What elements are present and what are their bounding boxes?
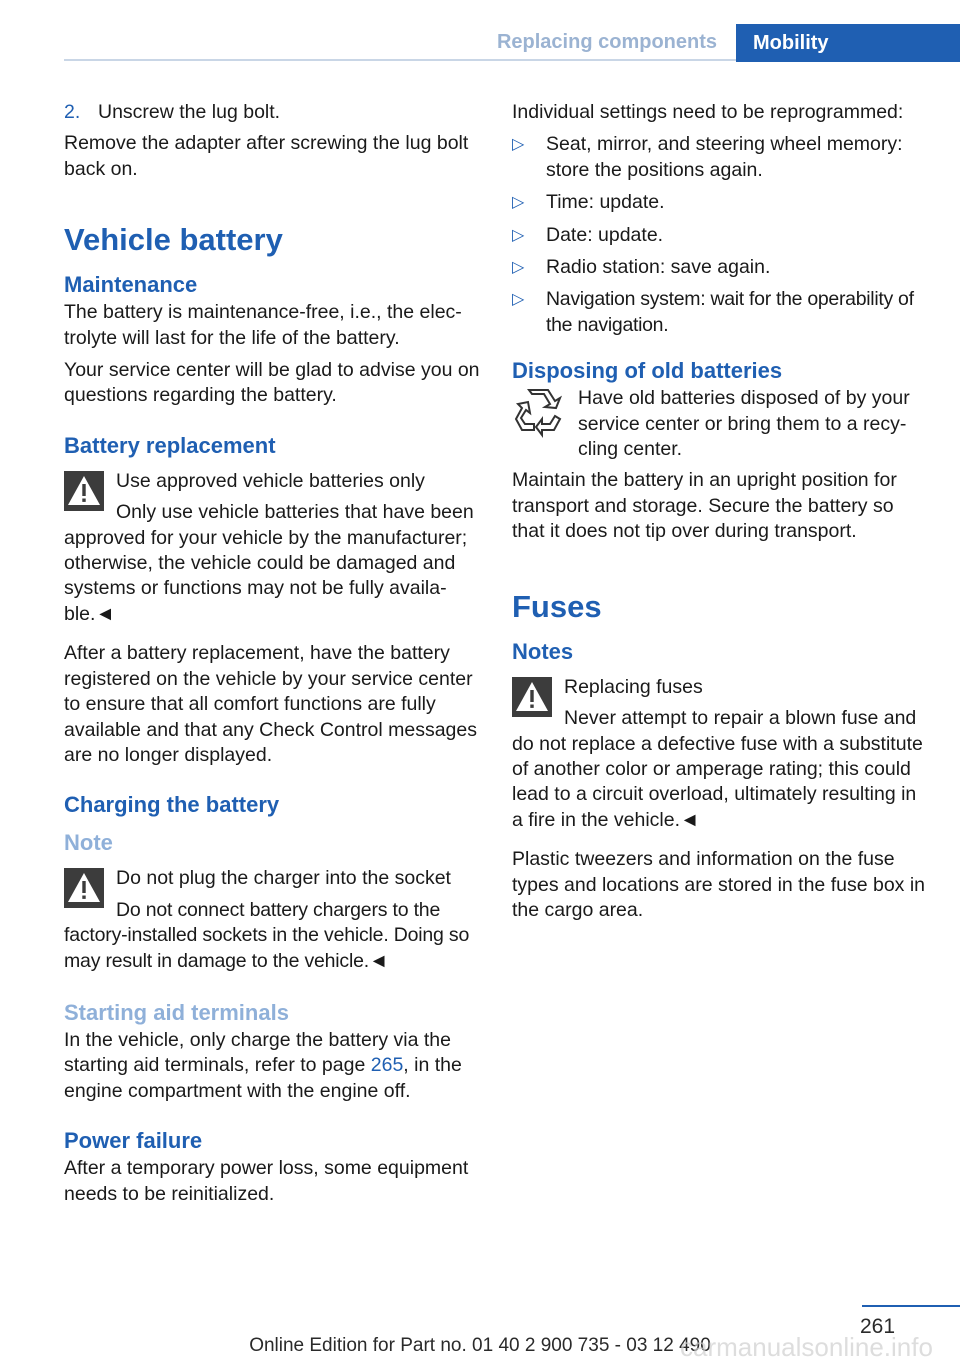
step-number: 2. <box>64 101 81 123</box>
recycle-text: Have old batteries disposed of by your service center or bring them to a recy-cling center. <box>578 387 910 461</box>
recycle-icon <box>512 386 564 438</box>
maintain-paragraph: Maintain the battery in an upright position for transport and storage. Secure the battery so that it does not tip over during transport. <box>512 469 897 543</box>
step-item <box>64 100 482 125</box>
warning-title: Do not plug the charger into the socket <box>116 867 451 890</box>
heading-notes: Notes <box>512 638 574 664</box>
heading-fuses: Fuses <box>512 588 602 624</box>
warning-triangle-icon <box>64 471 104 511</box>
starting-aid-text-pre: In the vehicle, only charge the battery via the starting aid terminals, refer to page <box>64 1028 451 1077</box>
list-item <box>512 223 930 248</box>
warning-title: Replacing fuses <box>564 675 703 698</box>
step-text: Unscrew the lug bolt. <box>98 101 281 123</box>
header-chapter-tab: Mobility <box>736 24 960 62</box>
warning-triangle-icon <box>64 868 104 908</box>
heading-disposing: Disposing of old batteries <box>512 358 783 384</box>
settings-list <box>512 132 930 338</box>
heading-vehicle-battery: Vehicle battery <box>64 222 283 258</box>
recycle-note <box>512 386 930 462</box>
settings-intro: Individual settings need to be reprogrammed: <box>512 101 904 123</box>
right-column <box>512 100 930 930</box>
warning-approved-batteries <box>64 469 482 627</box>
heading-maintenance: Maintenance <box>64 272 198 298</box>
heading-charging-battery: Charging the battery <box>64 792 280 818</box>
warning-title: Use approved vehicle batteries only <box>116 469 425 492</box>
page-link-265[interactable]: 265 <box>370 1054 404 1077</box>
heading-battery-replacement: Battery replacement <box>64 432 276 458</box>
warning-body: Never attempt to repair a blown fuse and do not replace a defective fuse with a substitute of another color or amperage rating; this could lead to a circuit overload, ultimately resulting in a fire in the vehicle.◄ <box>512 707 923 831</box>
footer-edition: Online Edition for Part no. 01 40 2 900 735 - 03 12 490 <box>249 1335 711 1356</box>
bullet-marker-icon: ▷ <box>512 194 525 212</box>
header-section-title: Replacing components <box>496 31 717 53</box>
footer-rule <box>862 1305 960 1307</box>
replacement-paragraph: After a battery replacement, have the battery registered on the vehicle by your service center to ensure that all comfort functions are fully available and that any Check Control messages are no longer displayed. <box>64 642 477 766</box>
list-item <box>512 287 930 338</box>
list-item <box>512 132 930 183</box>
page-number: 261 <box>860 1315 896 1338</box>
bullet-marker-icon: ▷ <box>512 259 525 277</box>
warning-charger-socket <box>64 866 482 974</box>
heading-note: Note <box>64 830 113 856</box>
left-column <box>64 100 482 1214</box>
power-failure-paragraph: After a temporary power loss, some equipment needs to be reinitialized. <box>64 1157 469 1205</box>
warning-body: Only use vehicle batteries that have been approved for your vehicle by the manufacturer; otherwise, the vehicle could be damaged and systems or functions may not be fully availa-ble.◄ <box>64 501 474 625</box>
bullet-marker-icon: ▷ <box>512 291 525 309</box>
list-item-text: Seat, mirror, and steering wheel memory: store the positions again. <box>546 133 903 181</box>
bullet-marker-icon: ▷ <box>512 226 525 244</box>
starting-aid-text-post: , in the engine compartment with the engine off. <box>64 1054 462 1102</box>
warning-triangle-icon <box>512 677 552 717</box>
list-item-text: Date: update. <box>546 223 664 246</box>
bullet-marker-icon: ▷ <box>512 136 525 154</box>
adapter-paragraph: Remove the adapter after screwing the lug bolt back on. <box>64 132 469 180</box>
heading-starting-aid: Starting aid terminals <box>64 999 289 1025</box>
list-item <box>512 190 930 215</box>
warning-replacing-fuses <box>512 675 930 833</box>
starting-aid-paragraph <box>64 1028 482 1104</box>
tweezers-paragraph: Plastic tweezers and information on the fuse types and locations are stored in the fuse box in the cargo area. <box>512 848 926 921</box>
list-item-text: Time: update. <box>546 191 665 214</box>
list-item <box>512 255 930 280</box>
list-item-text: Navigation system: wait for the operability of the navigation. <box>546 288 914 336</box>
heading-power-failure: Power failure <box>64 1128 203 1154</box>
maintenance-paragraph-1: The battery is maintenance-free, i.e., the elec-trolyte will last for the life of the battery. <box>64 301 462 349</box>
list-item-text: Radio station: save again. <box>546 256 771 279</box>
maintenance-paragraph-2: Your service center will be glad to advise you on questions regarding the battery. <box>64 359 480 407</box>
warning-body: Do not connect battery chargers to the factory-installed sockets in the vehicle. Doing so may result in damage to the vehicle.◄ <box>64 898 470 972</box>
watermark: carmanualsonline.info <box>680 1332 933 1362</box>
